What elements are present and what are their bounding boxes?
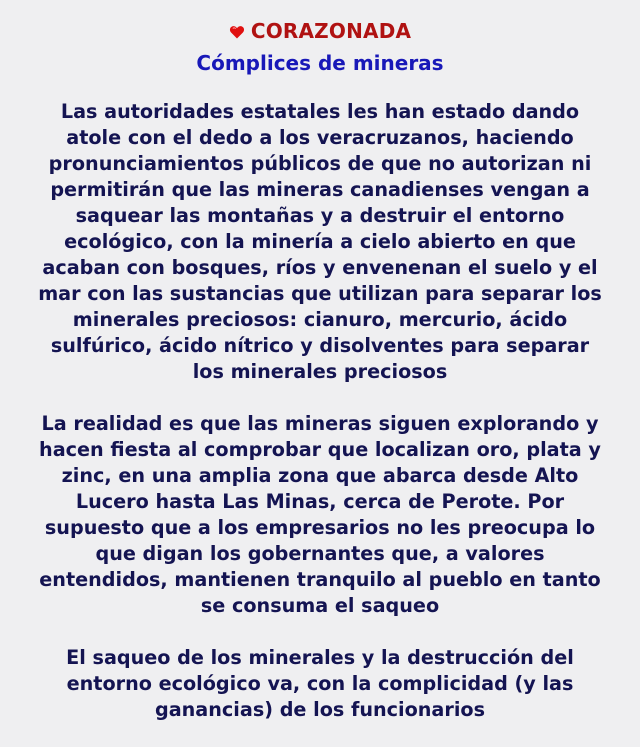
paragraph-line: El saqueo de los minerales y la destrucción del (66, 646, 574, 669)
paragraph-line: entorno ecológico va, con la complicidad (y las (66, 672, 574, 695)
paragraph-line: permitirán que las mineras canadienses vengan a (50, 178, 590, 201)
column-header (0, 16, 640, 46)
paragraph-line: atole con el dedo a los veracruzanos, haciendo (66, 126, 574, 149)
article-title: Cómplices de mineras (196, 51, 444, 75)
paragraph-line: minerales preciosos: cianuro, mercurio, ácido (72, 308, 568, 331)
paragraph-line: saquear las montañas y a destruir el entorno (75, 204, 565, 227)
paragraph-line: se consuma el saqueo (200, 594, 440, 617)
column-title: CORAZONADA (250, 19, 412, 43)
paragraph-line: sulfúrico, ácido nítrico y disolventes para separar (50, 334, 590, 357)
paragraph-line: que digan los gobernantes que, a valores (95, 542, 545, 565)
paragraph-line: supuesto que a los empresarios no les preocupa lo (44, 516, 596, 539)
paragraph-line: ganancias) de los funcionarios (154, 698, 486, 721)
paragraph-line: La realidad es que las mineras siguen explorando y (41, 412, 599, 435)
paragraph-line: ecológico, con la minería a cielo abierto en que (64, 230, 576, 253)
paragraph-line: hacen fiesta al comprobar que localizan oro, plata y (39, 438, 601, 461)
paragraph-line: mar con las sustancias que utilizan para separar los (38, 282, 602, 305)
paragraph-line: Lucero hasta Las Minas, cerca de Perote. Por (75, 490, 565, 513)
paragraph-line: pronunciamientos públicos de que no autorizan ni (48, 152, 592, 175)
paragraph-line: Las autoridades estatales les han estado dando (60, 100, 580, 123)
paragraph-line: entendidos, mantienen tranquilo al pueblo en tanto (39, 568, 601, 591)
paragraph (4, 411, 636, 619)
paragraph (4, 99, 636, 385)
paragraph-line: acaban con bosques, ríos y envenenan el suelo y el (42, 256, 598, 279)
paragraph-line: zinc, en una amplia zona que abarca desde Alto (61, 464, 579, 487)
paragraph-line: los minerales preciosos (192, 360, 448, 383)
paragraph (4, 645, 636, 723)
heart-icon (229, 24, 245, 40)
